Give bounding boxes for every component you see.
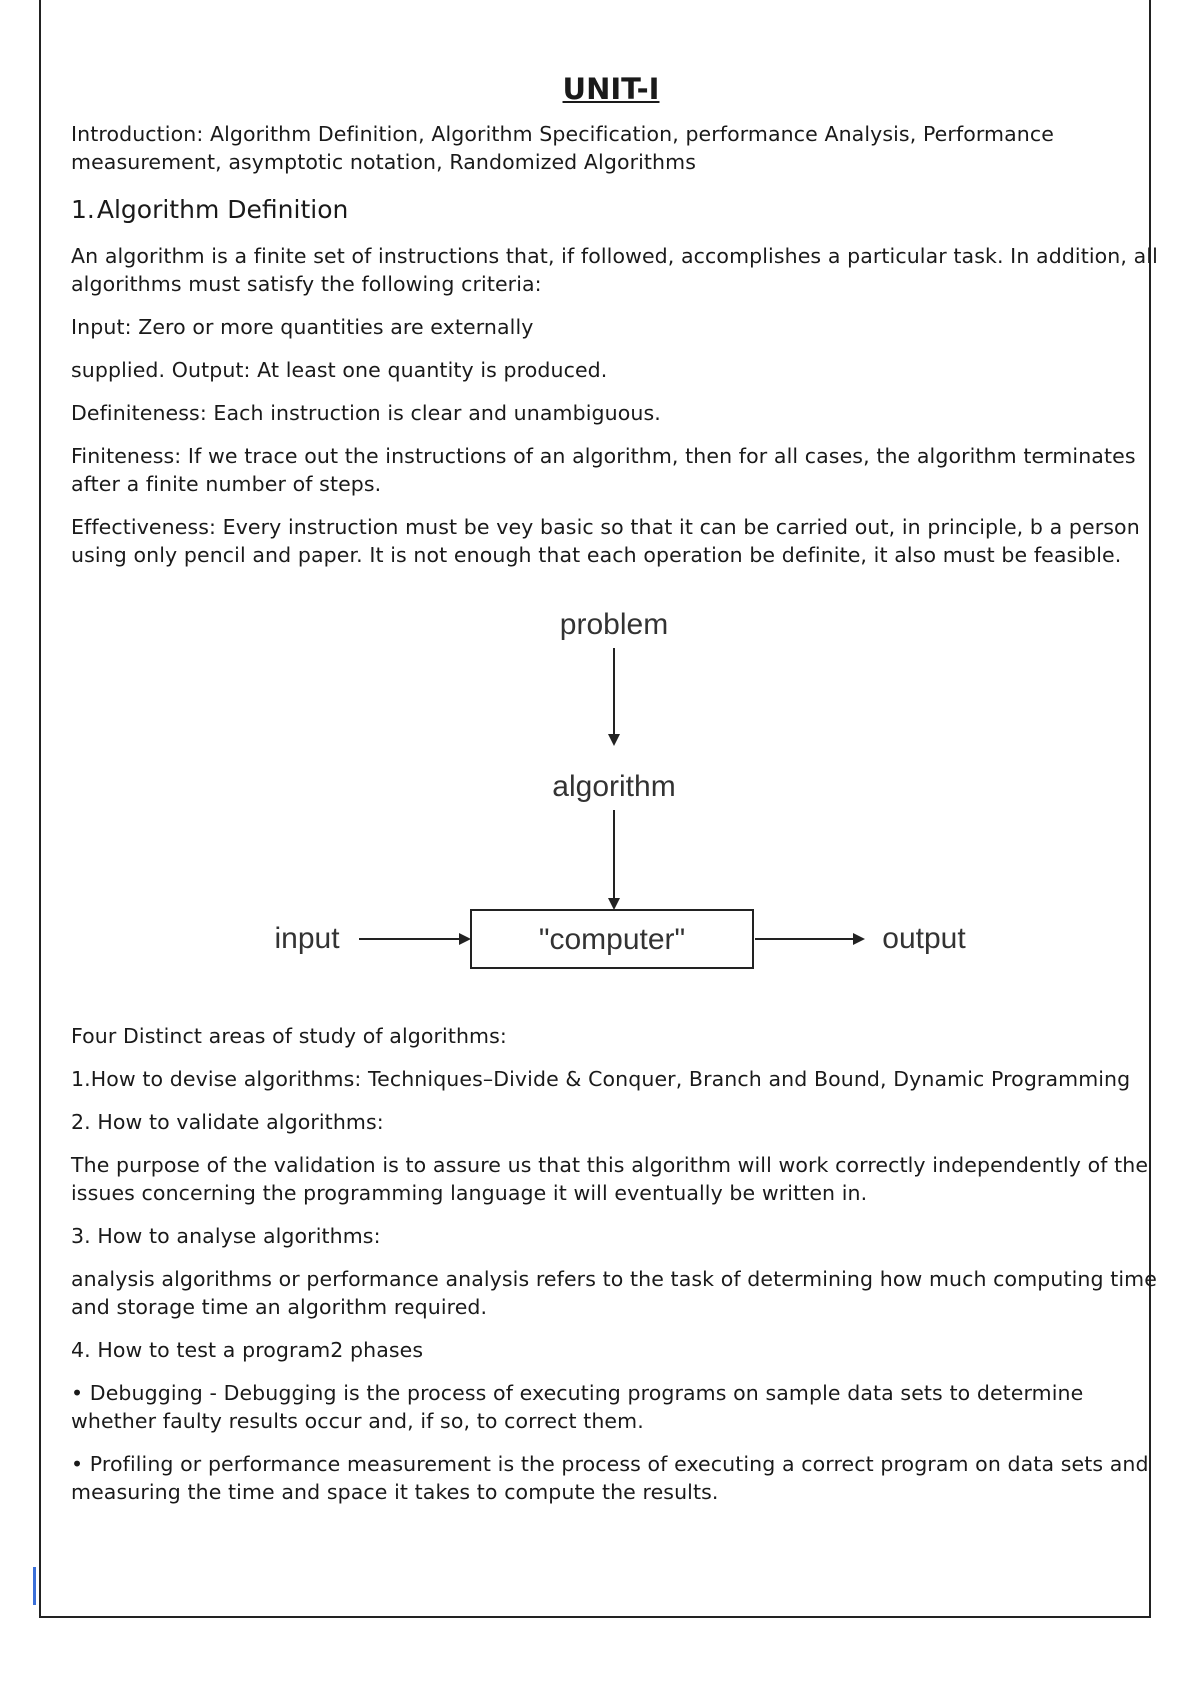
study-item-test: 4. How to test a program2 phases <box>71 1338 424 1362</box>
section-heading-word2: Definition <box>227 195 349 224</box>
diagram-label-computer: "computer" <box>538 923 686 956</box>
diagram-label-output: output <box>882 922 966 955</box>
study-item-analyse: 3. How to analyse algorithms: <box>71 1224 381 1248</box>
analyse-paragraph: analysis algorithms or performance analysis refers to the task of determining how much computing time and storage time an algorithm required. <box>71 1267 1157 1319</box>
intro-paragraph: Introduction: Algorithm Definition, Algorithm Specification, performance Analysis, Performance measurement, asymptotic notation, Randomized Algorithms <box>71 122 1054 174</box>
diagram-label-problem: problem <box>559 608 669 641</box>
definiteness-criterion: Definiteness: Each instruction is clear and unambiguous. <box>71 401 661 425</box>
study-item-devise: 1.How to devise algorithms: Techniques–Divide & Conquer, Branch and Bound, Dynamic Programming <box>71 1067 1131 1091</box>
effectiveness-criterion: Effectiveness: Every instruction must be vey basic so that it can be carried out, in principle, b a person using only pencil and paper. It is not enough that each operation be definite, it also must be feasible. <box>71 515 1140 567</box>
section-heading-word1: Algorithm <box>96 195 220 224</box>
section-heading <box>71 194 1171 226</box>
profiling-bullet: • Profiling or performance measurement is the process of executing a correct program on data sets and measuring the time and space it takes to compute the results. <box>71 1452 1149 1504</box>
definition-paragraph: An algorithm is a finite set of instructions that, if followed, accomplishes a particular task. In addition, all algorithms must satisfy the following criteria: <box>71 244 1158 296</box>
output-criterion: supplied. Output: At least one quantity is produced. <box>71 358 608 382</box>
input-criterion: Input: Zero or more quantities are externally <box>71 315 534 339</box>
algorithm-diagram <box>71 584 1151 1014</box>
cursor-marker <box>33 1567 36 1605</box>
validate-paragraph: The purpose of the validation is to assure us that this algorithm will work correctly independently of the issues concerning the programming language it will eventually be written in. <box>71 1153 1149 1205</box>
algorithm-diagram-svg <box>71 584 1151 1014</box>
unit-title: UNIT-I <box>562 72 660 106</box>
debugging-bullet: • Debugging - Debugging is the process of executing programs on sample data sets to determine whether faulty results occur and, if so, to correct them. <box>71 1381 1084 1433</box>
study-intro: Four Distinct areas of study of algorithms: <box>71 1024 507 1048</box>
diagram-label-algorithm: algorithm <box>552 770 676 803</box>
study-item-validate: 2. How to validate algorithms: <box>71 1110 384 1134</box>
section-number: 1. <box>71 195 95 224</box>
diagram-label-input: input <box>274 922 340 955</box>
document-body <box>71 60 1171 1521</box>
finiteness-criterion: Finiteness: If we trace out the instructions of an algorithm, then for all cases, the algorithm terminates after a finite number of steps. <box>71 444 1136 496</box>
